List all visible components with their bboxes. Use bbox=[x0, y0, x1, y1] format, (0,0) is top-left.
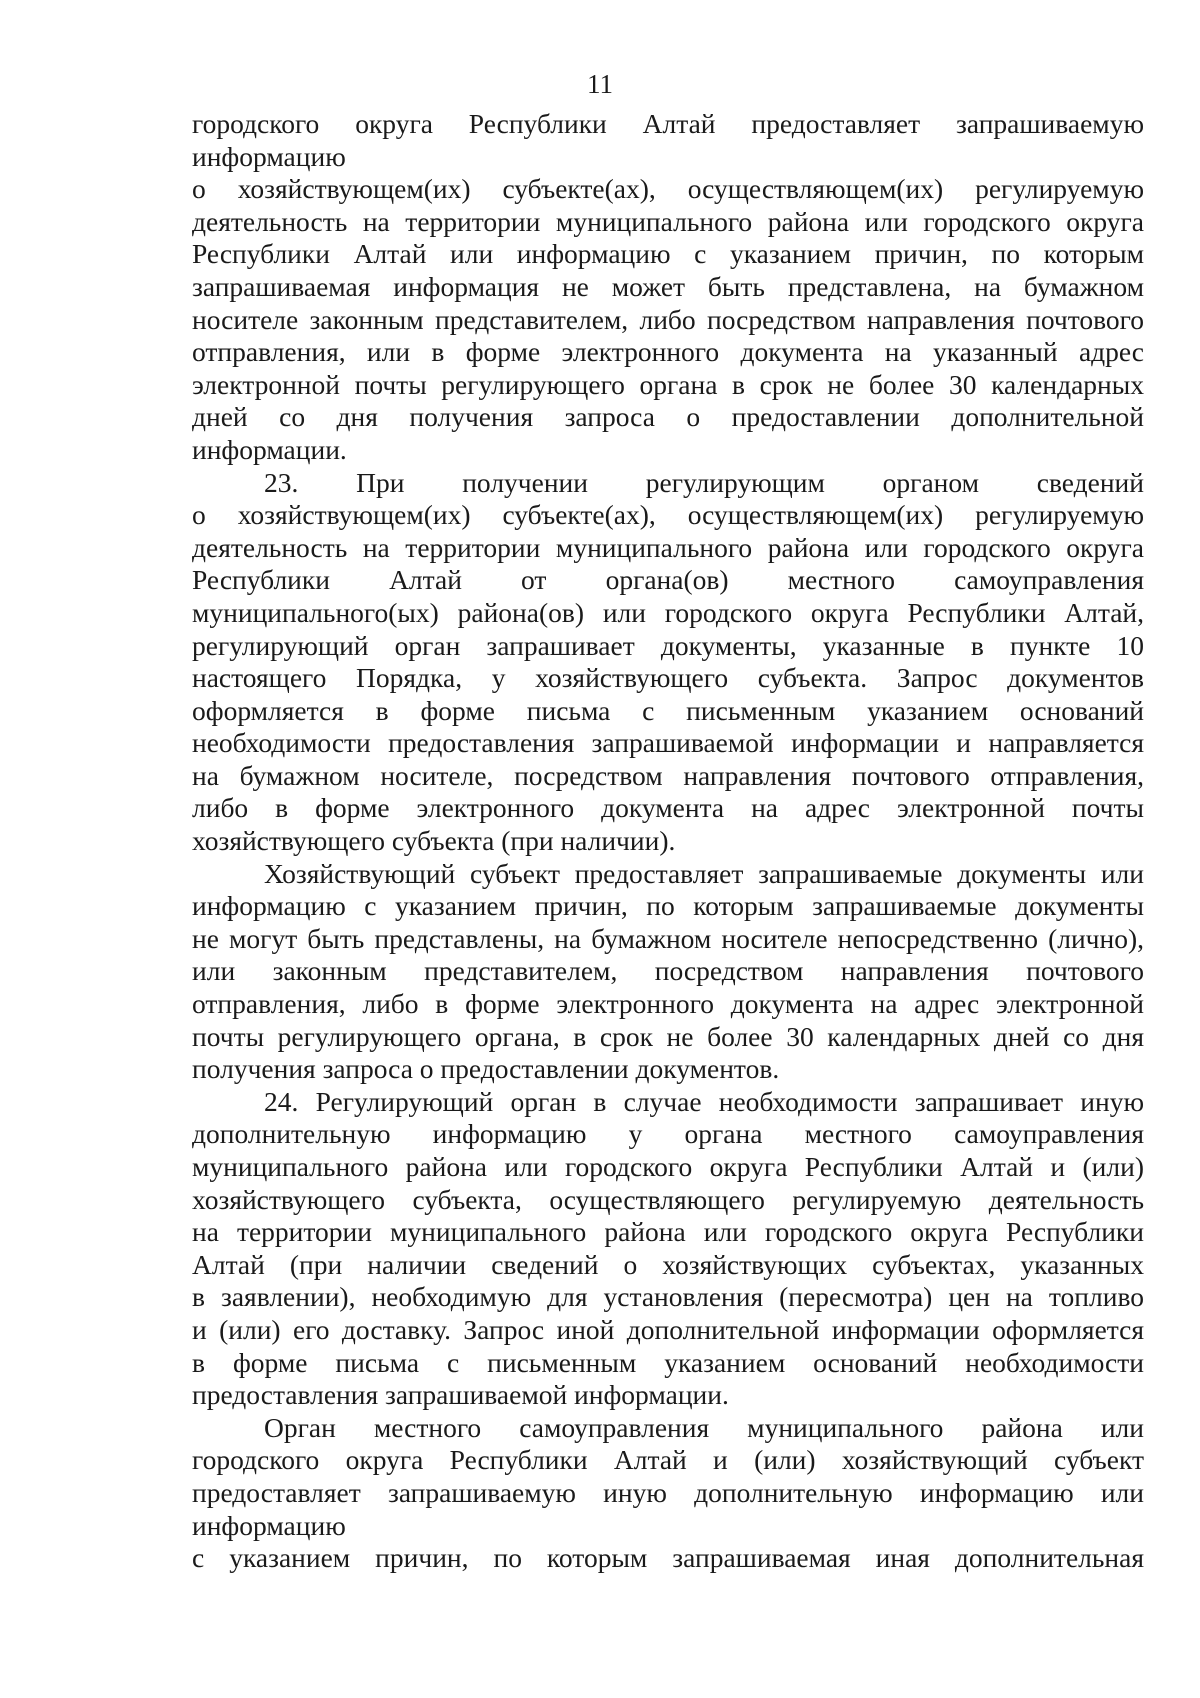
text-line: электронной почты регулирующего органа в срок не более 30 календарных bbox=[192, 368, 1144, 400]
text-line: информацию с указанием причин, по которым запрашиваемые документы bbox=[192, 890, 1144, 922]
text-line: муниципального(ых) района(ов) или городского округа Республики Алтай, bbox=[192, 596, 1144, 628]
text-line: деятельность на территории муниципального района или городского округа bbox=[192, 531, 1144, 563]
text-line: о хозяйствующем(их) субъекте(ах), осуществляющем(их) регулируемую bbox=[192, 499, 1144, 531]
text-line: муниципального района или городского округа Республики Алтай и (или) bbox=[192, 1151, 1144, 1182]
text-line: предоставляет запрашиваемую иную дополнительную информацию или bbox=[192, 1476, 1144, 1508]
text-line: оформляется в форме письма с письменным указанием оснований bbox=[192, 694, 1144, 726]
text-line: Республики Алтай или информацию с указанием причин, по которым bbox=[192, 238, 1144, 270]
text-line: либо в форме электронного документа на адрес электронной почты bbox=[192, 792, 1144, 824]
text-line: информации. bbox=[192, 433, 347, 465]
text-line: на бумажном носителе, посредством направления почтового отправления, bbox=[192, 759, 1144, 791]
text-line: Хозяйствующий субъект предоставляет запрашиваемые документы или bbox=[264, 857, 1144, 889]
text-line: информацию bbox=[192, 1509, 346, 1541]
text-line: получения запроса о предоставлении документов. bbox=[192, 1053, 780, 1085]
text-line: Алтай (при наличии сведений о хозяйствующих субъектах, указанных bbox=[192, 1248, 1144, 1280]
text-line: дополнительную информацию у органа местного самоуправления bbox=[192, 1118, 1144, 1150]
text-line: городского округа Республики Алтай и (или) хозяйствующий субъект bbox=[192, 1444, 1144, 1476]
text-line: отправления, либо в форме электронного документа на адрес электронной bbox=[192, 988, 1144, 1020]
text-line: информацию bbox=[192, 140, 346, 172]
text-line: необходимости предоставления запрашиваемой информации и направляется bbox=[192, 727, 1144, 759]
text-line: предоставления запрашиваемой информации. bbox=[192, 1379, 729, 1411]
text-line: о хозяйствующем(их) субъекте(ах), осуществляющем(их) регулируемую bbox=[192, 173, 1144, 205]
text-line: дней со дня получения запроса о предоставлении дополнительной bbox=[192, 401, 1144, 433]
text-line: 23. При получении регулирующим органом сведений bbox=[264, 466, 1144, 498]
document-body bbox=[192, 108, 1144, 1575]
text-line: отправления, или в форме электронного документа на указанный адрес bbox=[192, 336, 1144, 368]
text-line: Орган местного самоуправления муниципального района или bbox=[264, 1411, 1144, 1443]
text-line: или законным представителем, посредством направления почтового bbox=[192, 955, 1144, 987]
text-line: на территории муниципального района или городского округа Республики bbox=[192, 1216, 1144, 1248]
text-line: Республики Алтай от органа(ов) местного самоуправления bbox=[192, 564, 1144, 596]
text-line: регулирующий орган запрашивает документы, указанные в пункте 10 bbox=[192, 629, 1144, 661]
text-line: хозяйствующего субъекта (при наличии). bbox=[192, 825, 676, 857]
text-line: в форме письма с письменным указанием оснований необходимости bbox=[192, 1346, 1144, 1378]
text-line: с указанием причин, по которым запрашиваемая иная дополнительная bbox=[192, 1542, 1144, 1574]
text-line: городского округа Республики Алтай предоставляет запрашиваемую bbox=[192, 108, 1144, 139]
text-line: носителе законным представителем, либо посредством направления почтового bbox=[192, 303, 1144, 335]
text-line: запрашиваемая информация не может быть представлена, на бумажном bbox=[192, 270, 1144, 302]
text-line: 24. Регулирующий орган в случае необходимости запрашивает иную bbox=[264, 1085, 1144, 1117]
text-line: почты регулирующего органа, в срок не более 30 календарных дней со дня bbox=[192, 1020, 1144, 1052]
text-line: не могут быть представлены, на бумажном носителе непосредственно (лично), bbox=[192, 922, 1144, 954]
page-number: 11 bbox=[587, 69, 613, 99]
text-line: в заявлении), необходимую для установления (пересмотра) цен на топливо bbox=[192, 1281, 1144, 1313]
text-line: деятельность на территории муниципального района или городского округа bbox=[192, 205, 1144, 237]
text-line: и (или) его доставку. Запрос иной дополнительной информации оформляется bbox=[192, 1313, 1144, 1345]
text-line: настоящего Порядка, у хозяйствующего субъекта. Запрос документов bbox=[192, 662, 1144, 694]
text-line: хозяйствующего субъекта, осуществляющего регулируемую деятельность bbox=[192, 1183, 1144, 1215]
